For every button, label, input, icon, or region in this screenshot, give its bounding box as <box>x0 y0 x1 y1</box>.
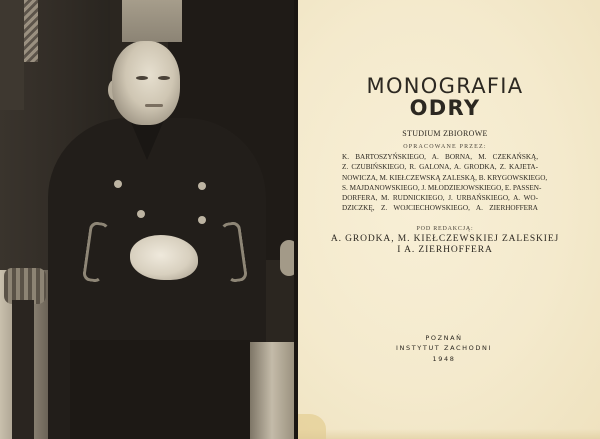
page-shadow <box>298 429 600 439</box>
title-page <box>298 0 600 439</box>
portrait-photo <box>0 0 298 439</box>
publication-place: POZNAŃ <box>425 334 463 342</box>
authors-line: NOWICZA, M. KIEŁCZEWSKĄ ZALESKĄ, B. KRYGOWSKIEGO, <box>342 173 548 182</box>
editors-line-2: I A. ZIERHOFFERA <box>397 245 493 255</box>
authors-line: S. MAJDANOWSKIEGO, J. MŁODZIEJOWSKIEGO, E. PASSEN- <box>342 183 542 192</box>
uniform-button <box>137 210 145 218</box>
title-line-1: MONOGRAFIA <box>366 74 524 98</box>
mouth <box>145 104 163 107</box>
title-line-2: ODRY <box>409 96 481 120</box>
publication-year: 1948 <box>432 355 456 363</box>
prepared-by-label: OPRACOWANE PRZEZ: <box>403 144 487 150</box>
chair-arm-left <box>4 268 46 304</box>
uniform-button <box>198 182 206 190</box>
eye-right <box>158 76 170 80</box>
subtitle: STUDIUM ZBIOROWE <box>402 129 488 138</box>
head <box>112 41 180 125</box>
authors-line: Z. CZUBIŃSKIEGO, R. GALONA, A. GRODKA, Z. KAJETA- <box>342 163 538 172</box>
background-shirt <box>122 0 182 42</box>
editors-line-1: A. GRODKA, M. KIEŁCZEWSKIEJ ZALESKIEJ <box>330 234 560 244</box>
authors-line: K. BARTOSZYŃSKIEGO, A. BORNA, M. CZEKAŃSKĄ, <box>342 153 538 161</box>
eye-left <box>136 76 148 80</box>
chair-right <box>250 342 294 439</box>
striped-tie <box>24 0 38 62</box>
publisher: INSTYTUT ZACHODNI <box>396 344 492 352</box>
uniform-button <box>198 216 206 224</box>
authors-list <box>342 152 548 214</box>
authors-line: DZICZKĘ, Z. WOJCIECHOWSKIEGO, A. ZIERHOFFERA <box>342 204 538 213</box>
uniform-button <box>114 180 122 188</box>
suit-lapel <box>0 0 24 110</box>
legs <box>70 340 250 439</box>
authors-line: DORFERA, M. RUDNICKIEGO, J. URBAŃSKIEGO, A. WO- <box>342 194 538 203</box>
edited-by-label: POD REDAKCJĄ: <box>416 226 474 232</box>
chair-leg-left <box>12 300 34 439</box>
